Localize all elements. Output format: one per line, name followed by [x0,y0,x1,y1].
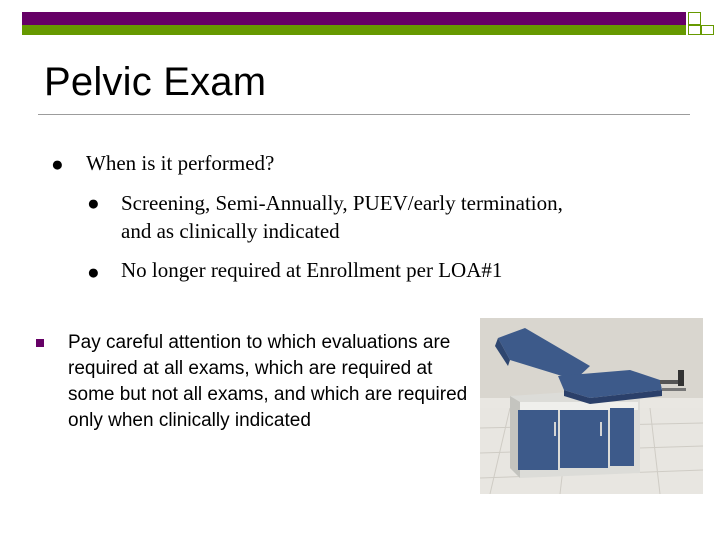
sub-bullet-text: No longer required at Enrollment per LOA#1 [121,258,503,282]
sub-bullet-dot: ● [87,260,100,284]
decor-square [688,12,701,25]
slide-title: Pelvic Exam [44,60,267,104]
decor-square [688,25,701,35]
sub-bullet-dot: ● [87,191,100,215]
square-bullet [36,339,44,347]
bullet-text: When is it performed? [86,151,275,175]
sub-bullet-text: Screening, Semi-Annually, PUEV/early termination, and as clinically indicated [121,191,563,243]
decor-square [701,25,714,35]
note-paragraph: Pay careful attention to which evaluations are required at all exams, which are required at some but not all exams, and which are required only when clinically indicated [68,332,468,431]
title-divider [38,114,690,115]
bullet-dot: ● [51,152,64,176]
exam-table-photo [480,318,703,494]
header-band-green [22,25,686,35]
header-band-purple [22,12,686,25]
